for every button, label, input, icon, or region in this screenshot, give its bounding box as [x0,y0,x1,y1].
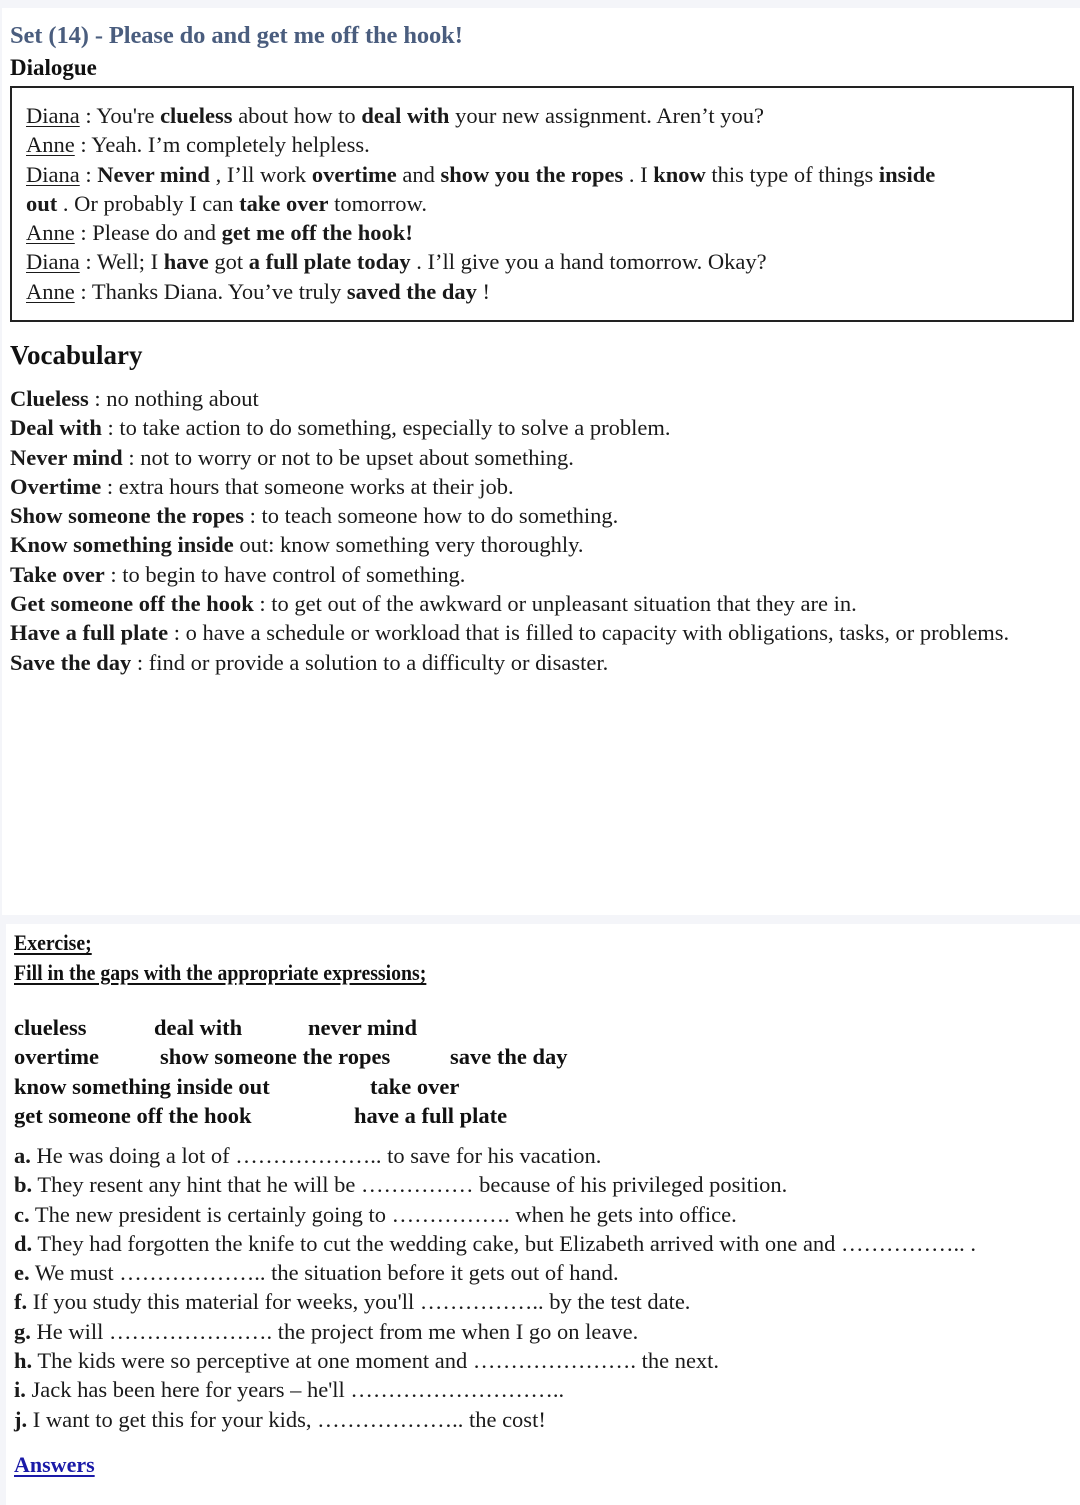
vocabulary-item [10,589,1076,618]
sentence-label: d. [14,1230,33,1256]
dialogue-text: Yeah. I’m completely helpless. [91,132,370,158]
page-1 [2,8,1080,915]
word-bank-expression: take over [370,1073,460,1099]
sentence-text: The new president is certainly going to ……………. when he gets into office. [29,1201,737,1227]
sentence-text: He will …………………. the project from me when I go on leave. [30,1318,639,1344]
exercise-sentences [14,1141,976,1434]
highlighted-expression: have [163,249,209,275]
dialogue-text: . Or probably I can [57,190,240,216]
vocabulary-heading: Vocabulary [10,340,143,370]
speaker-name: Diana [26,103,80,128]
exercise-sentence [14,1346,976,1375]
dialogue-line [26,101,1066,130]
vocabulary-definition: : to take action to do something, especially to solve a problem. [101,415,671,441]
exercise-sentence [14,1141,976,1170]
sentence-label: g. [14,1318,31,1344]
dialogue-text: , I’ll work [209,161,312,187]
highlighted-expression: show you the ropes [440,161,624,187]
vocabulary-item [10,648,1076,677]
dialogue-line [26,277,1066,306]
vocabulary-item [10,443,1076,472]
word-bank-expression: clueless [14,1015,87,1040]
dialogue-heading: Dialogue [10,55,97,80]
dialogue-text: got [208,249,249,275]
exercise-sentence [14,1317,976,1346]
vocabulary-definition: out: know something very thoroughly. [233,532,584,558]
speaker-name: Anne [26,132,75,158]
vocabulary-term: Clueless [10,386,89,411]
sentence-text: They resent any hint that he will be …………… because of his privileged position. [32,1172,788,1198]
speaker-separator: : [79,103,97,128]
sentence-text: I want to get this for your kids, ……………….. the cost! [27,1406,546,1432]
exercise-sentence [14,1229,976,1258]
word-bank-expression: never mind [308,1015,417,1040]
vocabulary-item [10,472,1076,501]
dialogue-line [26,247,1066,276]
vocabulary-definition: : o have a schedule or workload that is filled to capacity with obligations, tasks, or problems. [168,620,1010,646]
speaker-name: Anne [26,278,75,304]
sentence-label: b. [14,1172,33,1198]
dialogue-line [26,130,1066,159]
page-2 [6,924,1080,1505]
word-bank-expression: know something inside out [14,1073,270,1099]
vocabulary-term: Take over [10,561,105,587]
dialogue-line [26,160,1066,189]
sentence-text: He was doing a lot of ……………….. to save for his vacation. [30,1143,602,1168]
vocabulary-definition: : no nothing about [88,386,259,411]
sentence-text: They had forgotten the knife to cut the wedding cake, but Elizabeth arrived with one and …………….. . [32,1230,977,1256]
vocabulary-term: Deal with [10,415,102,441]
highlighted-expression: get me off the hook! [221,220,413,246]
speaker-separator: : [74,132,92,158]
vocabulary-term: Have a full plate [10,620,169,646]
vocabulary-term: Never mind [10,444,123,470]
exercise-sentence [14,1258,976,1287]
vocabulary-definition: : to teach someone how to do something. [243,503,619,529]
vocabulary-item [10,384,1076,413]
exercise-sentence [14,1287,976,1316]
dialogue-text: Thanks Diana. You’ve truly [91,278,347,304]
sentence-label: i. [14,1377,26,1403]
dialogue-text: this type of things [705,161,879,187]
highlighted-expression: overtime [311,161,397,187]
highlighted-expression: take over [239,190,329,216]
vocabulary-item [10,413,1076,442]
exercise-sentence [14,1405,976,1434]
vocabulary-term: Get someone off the hook [10,591,254,617]
dialogue-text: . I [623,161,654,187]
vocabulary-definition: : not to worry or not to be upset about something. [122,444,574,470]
page-title: Set (14) - Please do and get me off the hook! [10,22,463,49]
word-bank-expression: get someone off the hook [14,1102,252,1128]
exercise-sentence [14,1170,976,1199]
dialogue-lines [26,101,1066,306]
dialogue-text: Well; I [96,249,164,275]
sentence-text: We must ……………….. the situation before it gets out of hand. [29,1260,619,1286]
highlighted-expression: saved the day [346,278,477,304]
vocabulary-term: Overtime [10,473,102,499]
sentence-text: The kids were so perceptive at one moment and …………………. the next. [32,1348,720,1374]
highlighted-expression: deal with [361,103,450,128]
vocabulary-item [10,501,1076,530]
dialogue-text: tomorrow. [328,190,427,216]
speaker-name: Diana [26,161,80,187]
vocabulary-definition: : extra hours that someone works at their job. [101,473,514,499]
dialogue-text: Please do and [92,220,222,246]
highlighted-expression: clueless [160,103,233,128]
vocabulary-definition: : to begin to have control of something. [104,561,466,587]
highlighted-expression: Never mind [97,161,210,187]
dialogue-text: and [396,161,441,187]
sentence-label: j. [14,1406,28,1432]
sentence-label: h. [14,1348,33,1374]
sentence-label: f. [14,1289,28,1315]
word-bank-expression: deal with [154,1015,243,1040]
word-bank-expression: have a full plate [354,1102,508,1128]
sentence-label: c. [14,1201,30,1227]
sentence-label: a. [14,1143,31,1168]
vocabulary-term: Know something inside [10,532,234,558]
exercise-instruction: Fill in the gaps with the appropriate expressions; [14,960,427,985]
dialogue-text: . I’ll give you a hand tomorrow. Okay? [410,249,767,275]
highlighted-expression: inside [878,161,936,187]
dialogue-text: ! [476,278,490,304]
exercise-sentence [14,1200,976,1229]
word-bank-expression: save the day [450,1044,568,1070]
vocabulary-list [10,384,1076,677]
speaker-separator: : [79,161,98,187]
sentence-label: e. [14,1260,30,1286]
speaker-name: Diana [26,249,80,275]
speaker-separator: : [74,278,92,304]
dialogue-text: your new assignment. Aren’t you? [449,103,764,128]
vocabulary-item [10,560,1076,589]
vocabulary-item [10,618,1076,647]
word-bank-expression: show someone the ropes [160,1044,391,1070]
sentence-text: Jack has been here for years – he'll ……………………….. [25,1377,565,1403]
highlighted-expression: know [653,161,706,187]
vocabulary-definition: : to get out of the awkward or unpleasant situation that they are in. [253,591,857,617]
highlighted-expression: out [26,190,58,216]
vocabulary-definition: : find or provide a solution to a difficulty or disaster. [131,649,609,675]
answers-link[interactable]: Answers [14,1452,95,1477]
highlighted-expression: a full plate today [248,249,411,275]
dialogue-text: about how to [232,103,362,128]
vocabulary-item [10,530,1076,559]
exercise-sentence [14,1375,976,1404]
speaker-name: Anne [26,220,75,246]
dialogue-line [26,218,1066,247]
dialogue-line [26,189,1066,218]
vocabulary-term: Show someone the ropes [10,503,244,529]
dialogue-text: You're [96,103,161,128]
dialogue-box [10,86,1074,322]
speaker-separator: : [79,249,97,275]
exercise-title: Exercise; [14,930,92,955]
speaker-separator: : [74,220,93,246]
vocabulary-term: Save the day [10,649,132,675]
sentence-text: If you study this material for weeks, you'll …………….. by the test date. [27,1289,691,1315]
word-bank-expression: overtime [14,1044,99,1070]
